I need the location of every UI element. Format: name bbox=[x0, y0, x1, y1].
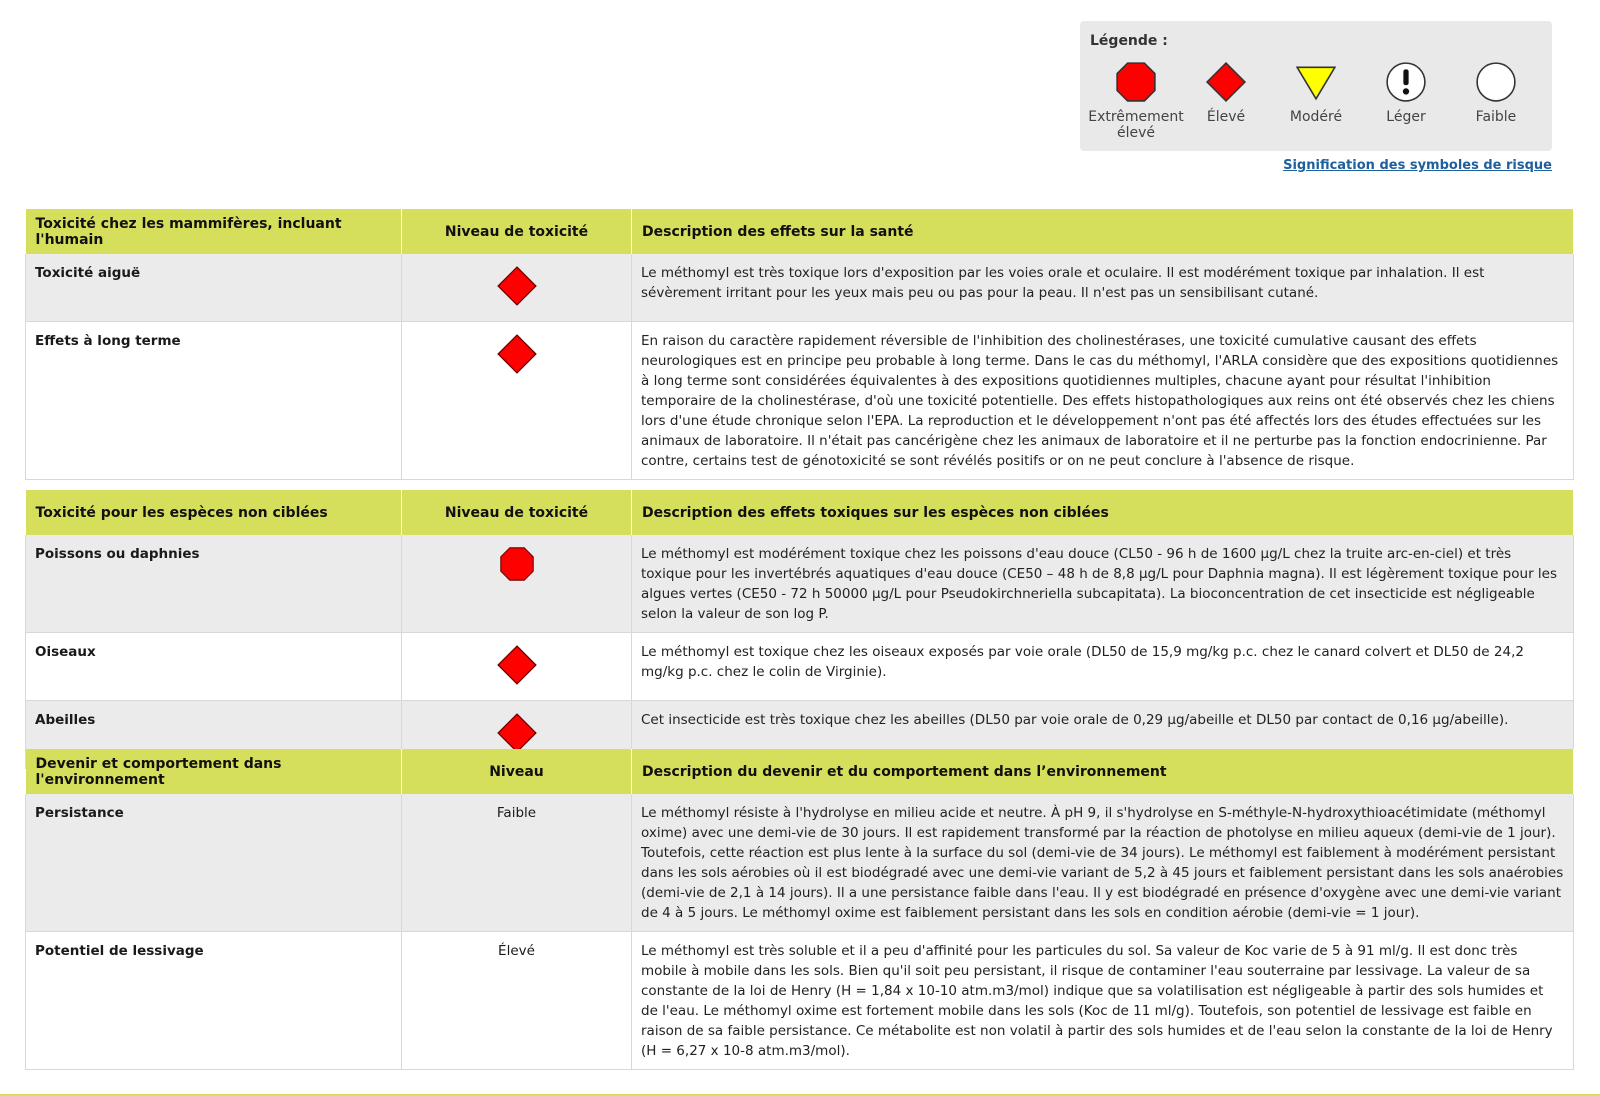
row-description: Cet insecticide est très toxique chez les abeilles (DL50 par voie orale de 0,29 µg/abeille et DL50 par contact de 0,16 µg/abeille). bbox=[632, 701, 1574, 769]
row-label: Persistance bbox=[26, 794, 402, 932]
table-row bbox=[26, 794, 1574, 932]
row-description: Le méthomyl résiste à l'hydrolyse en milieu acide et neutre. À pH 9, il s'hydrolyse en S-méthyle-N-hydroxythioacétimidate (méthomyl oxime) avec une demi-vie de 30 jours. Il est rapidement transformé par la réaction de photolyse en milieu aqueux (demi-vie de 1 jour). Toutefois, cette réaction est plus lente à la surface du sol (demi-vie de 34 jours). Le méthomyl est faiblement à modérément persistant dans les sols aérobies où il est biodégradé avec une demi-vie variant de 5,2 à 45 jours et faiblement persistant dans les sols anaérobies (demi-vie de 2,1 à 14 jours). Il a une persistance faible dans l'eau. Il y est biodégradé en présence d'oxygène avec une demi-vie variant de 4 à 5 jours. Le méthomyl oxime est faiblement persistant dans les sols en condition aérobie (demi-vie = 1 jour). bbox=[632, 794, 1574, 932]
mammal-toxicity-table bbox=[25, 209, 1574, 480]
row-description: Le méthomyl est très soluble et il a peu d'affinité pour les particules du sol. Sa valeur de Koc varie de 5 à 91 ml/g. Il est donc très mobile à mobile dans les sols. Bien qu'il soit peu persistant, il risque de contaminer l'eau souterraine par lessivage. La valeur de sa constante de la loi de Henry (H = 1,84 x 10-10 atm.m3/mol) indique que sa volatilisation est négligeable à partir des sols humides et de l'eau. Le méthomyl oxime est fortement mobile dans les sols (Koc de 11 ml/g). Toutefois, son potentiel de lessivage est faible en raison de sa faible persistance. Ce métabolite est non volatil à partir des sols humides et de l'eau selon la constante de la loi de Henry (H = 6,27 x 10-8 atm.m3/mol). bbox=[632, 932, 1574, 1070]
column-header: Niveau bbox=[402, 749, 632, 794]
table-header-row bbox=[26, 209, 1574, 254]
column-header: Toxicité pour les espèces non ciblées bbox=[26, 490, 402, 535]
row-label: Potentiel de lessivage bbox=[26, 932, 402, 1070]
non-target-species-table bbox=[25, 490, 1574, 769]
table-row bbox=[26, 535, 1574, 633]
legend-label: Élevé bbox=[1206, 109, 1246, 125]
circle-exclamation-icon bbox=[1385, 61, 1427, 103]
table-header-row bbox=[26, 490, 1574, 535]
table-header-row bbox=[26, 749, 1574, 794]
legend-label: Extrêmement élevé bbox=[1088, 109, 1184, 141]
environmental-fate-table bbox=[25, 749, 1574, 1070]
row-description: Le méthomyl est toxique chez les oiseaux exposés par voie orale (DL50 de 15,9 mg/kg p.c. chez le canard colvert et DL50 de 24,2 mg/kg p.c. chez le colin de Virginie). bbox=[632, 633, 1574, 701]
row-description: En raison du caractère rapidement réversible de l'inhibition des cholinestérases, une toxicité cumulative causant des effets neurologiques est en principe peu probable à long terme. Dans le cas du méthomyl, l'ARLA considère que des expositions quotidiennes à long terme sont considérées équivalentes à des expositions quotidiennes multiples, chacune ayant pour résultat l'inhibition temporaire de la cholinestérase, d'où une toxicité potentielle. Des effets histopathologiques aux reins ont été observés chez les chiens lors d'une étude chronique selon l'EPA. La reproduction et le développement n'ont pas été affectés lors des études effectuées sur les animaux de laboratoire. Il n'était pas cancérigène chez les animaux de laboratoire et il ne perturbe pas la fonction endocrinienne. Par contre, certains test de génotoxicité se sont révélés positifs or on ne peut conclure à l'absence de risque. bbox=[632, 322, 1574, 480]
toxicity-level-cell bbox=[402, 535, 632, 633]
octagon-red-icon bbox=[1115, 61, 1157, 103]
column-header: Niveau de toxicité bbox=[402, 209, 632, 254]
circle-empty-icon bbox=[1475, 61, 1517, 103]
toxicity-level-cell bbox=[402, 633, 632, 701]
legend-label: Léger bbox=[1386, 109, 1426, 125]
row-description: Le méthomyl est très toxique lors d'exposition par les voies orale et oculaire. Il est modérément toxique par inhalation. Il est sévèrement irritant pour les yeux mais peu ou pas pour la peau. Il n'est pas un sensibilisant cutané. bbox=[632, 254, 1574, 322]
row-label: Oiseaux bbox=[26, 633, 402, 701]
column-header: Devenir et comportement dans l'environnement bbox=[26, 749, 402, 794]
table-row bbox=[26, 322, 1574, 480]
octagon-red-icon bbox=[499, 546, 535, 582]
column-header: Niveau de toxicité bbox=[402, 490, 632, 535]
row-label: Effets à long terme bbox=[26, 322, 402, 480]
legend-item-low bbox=[1441, 61, 1551, 125]
level-text-cell: Élevé bbox=[402, 932, 632, 1070]
legend-label: Modéré bbox=[1289, 109, 1343, 125]
legend-label: Faible bbox=[1475, 109, 1517, 125]
column-header: Description du devenir et du comportement dans l’environnement bbox=[632, 749, 1574, 794]
table-row bbox=[26, 254, 1574, 322]
legend-title: Légende : bbox=[1090, 33, 1168, 49]
table-row bbox=[26, 932, 1574, 1070]
toxicity-level-cell bbox=[402, 254, 632, 322]
row-description: Le méthomyl est modérément toxique chez les poissons d'eau douce (CL50 - 96 h de 1600 µg/L chez la truite arc-en-ciel) et très toxique pour les invertébrés aquatiques d'eau douce (CE50 – 48 h de 8,8 µg/L pour Daphnia magna). Il est légèrement toxique pour les algues vertes (CE50 - 72 h 50000 µg/L pour Pseudokirchneriella subcapitata). La bioconcentration de cet insecticide est négligeable selon la valeur de son log P. bbox=[632, 535, 1574, 633]
diamond-red-icon bbox=[496, 712, 538, 754]
risk-symbols-link[interactable]: Signification des symboles de risque bbox=[1283, 158, 1552, 173]
column-header: Toxicité chez les mammifères, incluant l'humain bbox=[26, 209, 402, 254]
legend-box bbox=[1080, 21, 1552, 151]
diamond-red-icon bbox=[496, 333, 538, 375]
row-label: Toxicité aiguë bbox=[26, 254, 402, 322]
table-row bbox=[26, 633, 1574, 701]
diamond-red-icon bbox=[1205, 61, 1247, 103]
diamond-red-icon bbox=[496, 265, 538, 307]
level-text-cell: Faible bbox=[402, 794, 632, 932]
column-header: Description des effets sur la santé bbox=[632, 209, 1574, 254]
triangle-yellow-icon bbox=[1295, 61, 1337, 103]
row-label: Abeilles bbox=[26, 701, 402, 769]
toxicity-level-cell bbox=[402, 322, 632, 480]
row-label: Poissons ou daphnies bbox=[26, 535, 402, 633]
column-header: Description des effets toxiques sur les espèces non ciblées bbox=[632, 490, 1574, 535]
diamond-red-icon bbox=[496, 644, 538, 686]
